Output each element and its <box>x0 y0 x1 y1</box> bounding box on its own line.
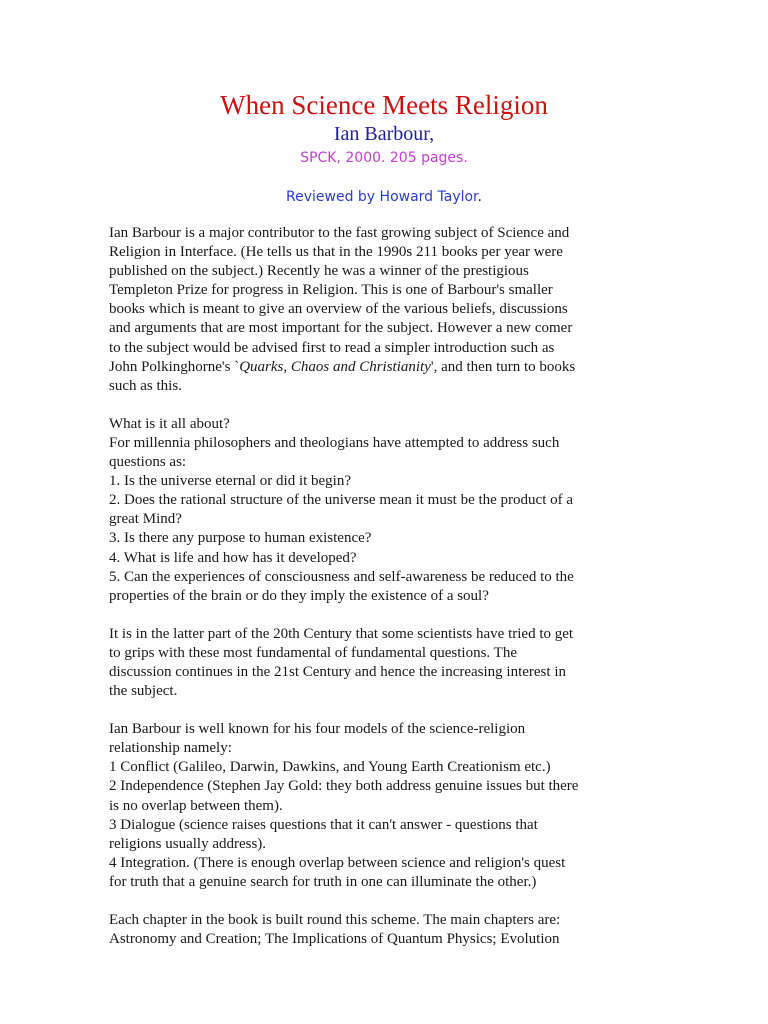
text-line: Ian Barbour is a major contributor to the fast growing subject of Science and <box>109 225 570 241</box>
reviewer-label: Reviewed by Howard Taylor <box>286 189 478 205</box>
paragraph-intro <box>109 224 665 396</box>
text-line: Ian Barbour is well known for his four models of the science-religion <box>109 721 526 738</box>
question-item: 1. Is the universe eternal or did it begin? <box>109 473 352 490</box>
model-item-cont: religions usually address). <box>109 835 267 852</box>
text-line: Religion in Interface. (He tells us that in the 1990s 211 books per year were <box>109 244 563 261</box>
book-author: Ian Barbour, <box>333 123 435 145</box>
text-line: such as this. <box>109 377 182 394</box>
paragraph-context <box>109 625 665 701</box>
question-item: 3. Is there any purpose to human existence? <box>109 530 372 547</box>
page-title: When Science Meets Religion <box>220 90 548 120</box>
text-line: It is in the latter part of the 20th Century that some scientists have tried to get <box>109 625 574 642</box>
text-line: Astronomy and Creation; The Implications of Quantum Physics; Evolution <box>109 931 560 948</box>
question-item: 4. What is life and how has it developed? <box>109 549 357 566</box>
paragraph-questions <box>109 415 665 606</box>
question-item: 5. Can the experiences of consciousness and self-awareness be reduced to the <box>109 568 574 585</box>
question-item-cont: properties of the brain or do they imply the existence of a soul? <box>109 587 489 604</box>
text-line: relationship namely: <box>109 740 232 757</box>
publication-info: SPCK, 2000. 205 pages. <box>300 150 468 166</box>
model-item: 2 Independence (Stephen Jay Gold: they both address genuine issues but there <box>109 778 579 795</box>
paragraph-chapters <box>109 911 665 949</box>
text-line <box>109 358 665 377</box>
book-title-reference: Quarks, Chaos and Christianity <box>239 358 431 375</box>
text-line: For millennia philosophers and theologians have attempted to address such <box>109 434 560 451</box>
text-line: published on the subject.) Recently he was a winner of the prestigious <box>109 263 529 280</box>
question-item: 2. Does the rational structure of the universe mean it must be the product of a <box>109 492 574 509</box>
text-line: discussion continues in the 21st Century and hence the increasing interest in <box>109 663 566 680</box>
text-line: Templeton Prize for progress in Religion. This is one of Barbour's smaller <box>109 282 553 299</box>
text-line: to the subject would be advised first to read a simpler introduction such as <box>109 339 555 356</box>
text-line: and arguments that are most important for the subject. However a new comer <box>109 320 573 337</box>
model-item-cont: for truth that a genuine search for truth in one can illuminate the other.) <box>109 873 537 890</box>
text-line: questions as: <box>109 454 187 471</box>
text-line: the subject. <box>109 683 178 700</box>
model-item: 1 Conflict (Galileo, Darwin, Dawkins, and Young Earth Creationism etc.) <box>109 759 551 776</box>
text-line: to grips with these most fundamental of fundamental questions. The <box>109 644 517 661</box>
model-item: 3 Dialogue (science raises questions that it can't answer - questions that <box>109 816 538 833</box>
text-fragment: ', and then turn to books <box>430 358 576 375</box>
model-item-cont: is no overlap between them). <box>109 797 283 814</box>
section-heading: What is it all about? <box>109 415 230 432</box>
text-line: books which is meant to give an overview of the various beliefs, discussions <box>109 301 568 318</box>
model-item: 4 Integration. (There is enough overlap between science and religion's quest <box>109 854 566 871</box>
review-body <box>109 224 665 968</box>
reviewer-line <box>0 187 768 207</box>
reviewer-period: . <box>477 189 482 205</box>
question-item-cont: great Mind? <box>109 511 182 528</box>
text-line: Each chapter in the book is built round this scheme. The main chapters are: <box>109 912 561 928</box>
text-fragment: John Polkinghorne's ` <box>109 358 240 375</box>
paragraph-models <box>109 720 665 892</box>
